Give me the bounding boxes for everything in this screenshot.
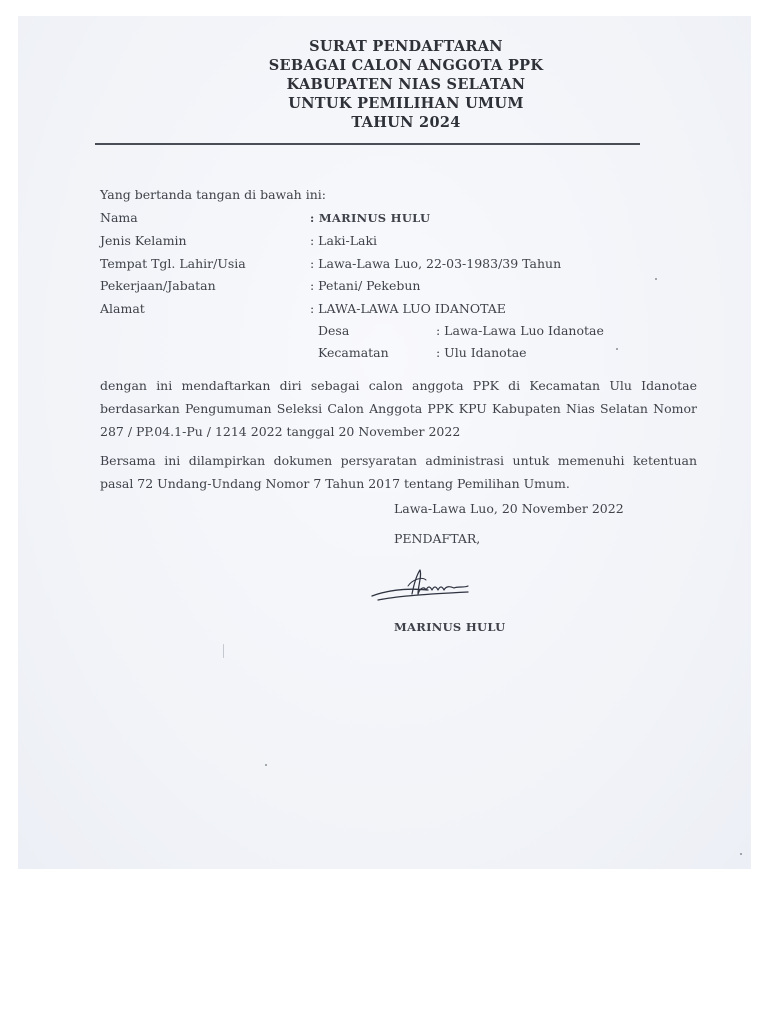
- body-paragraph-2: Bersama ini dilampirkan dokumen persyaratan administrasi untuk memenuhi ketentuan pasal 72 Undang-Undang Nomor 7 Tahun 2017 tentang Pemilihan Umum.: [100, 453, 697, 491]
- signer-role: PENDAFTAR,: [394, 531, 481, 546]
- field-value-tempat-lahir: : Lawa-Lawa Luo, 22-03-1983/39 Tahun: [310, 256, 562, 271]
- field-label-jenis-kelamin: Jenis Kelamin: [100, 233, 187, 248]
- field-label-alamat: Alamat: [100, 301, 145, 316]
- field-label-nama: Nama: [100, 210, 138, 225]
- title-line-1: SURAT PENDAFTARAN: [309, 38, 503, 55]
- field-label-tempat-lahir: Tempat Tgl. Lahir/Usia: [100, 256, 246, 271]
- address-value-desa: : Lawa-Lawa Luo Idanotae: [436, 323, 604, 338]
- field-value-jenis-kelamin: : Laki-Laki: [310, 233, 378, 248]
- scan-speck: [616, 348, 618, 350]
- signer-name: MARINUS HULU: [394, 620, 506, 634]
- body-paragraph-1: dengan ini mendaftarkan diri sebagai calon anggota PPK di Kecamatan Ulu Idanotae berdasarkan Pengumuman Seleksi Calon Anggota PPK KPU Kabupaten Nias Selatan Nomor 287 / PP.04.1-Pu / 1214 2022 tanggal 20 November 2022: [100, 378, 697, 439]
- field-label-pekerjaan: Pekerjaan/Jabatan: [100, 278, 216, 293]
- address-label-desa: Desa: [318, 323, 350, 338]
- address-value-kecamatan: : Ulu Idanotae: [436, 345, 527, 360]
- handwritten-signature: [368, 566, 478, 606]
- title-line-4: UNTUK PEMILIHAN UMUM: [288, 95, 524, 112]
- title-divider: [95, 143, 640, 145]
- title-line-2: SEBAGAI CALON ANGGOTA PPK: [268, 57, 544, 74]
- scan-speck: [740, 853, 742, 855]
- address-label-kecamatan: Kecamatan: [318, 345, 389, 360]
- scan-speck: [223, 644, 224, 658]
- intro-text: Yang bertanda tangan di bawah ini:: [100, 187, 326, 202]
- document-title: [96, 37, 716, 132]
- title-line-3: KABUPATEN NIAS SELATAN: [286, 76, 526, 93]
- place-date: Lawa-Lawa Luo, 20 November 2022: [394, 501, 624, 516]
- scanned-document-page: [18, 16, 751, 869]
- scan-speck: [265, 764, 267, 766]
- field-value-alamat: : LAWA-LAWA LUO IDANOTAE: [310, 301, 506, 316]
- field-value-pekerjaan: : Petani/ Pekebun: [310, 278, 421, 293]
- title-line-5: TAHUN 2024: [351, 114, 461, 131]
- scan-speck: [655, 278, 657, 280]
- field-value-nama: : MARINUS HULU: [310, 211, 431, 225]
